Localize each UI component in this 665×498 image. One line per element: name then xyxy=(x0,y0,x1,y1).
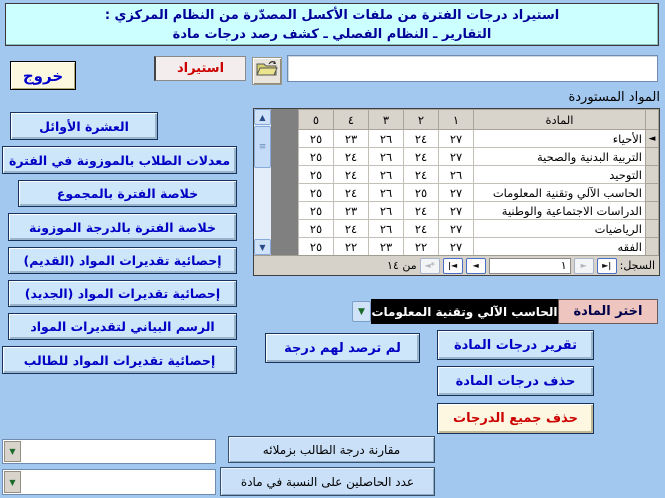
chevron-down-icon[interactable]: ▼ xyxy=(4,471,21,493)
grade-cell[interactable]: ٢٦ xyxy=(369,184,404,202)
grade-cell[interactable]: ٢٤ xyxy=(404,220,439,238)
grade-cell[interactable]: ٢٤ xyxy=(334,166,369,184)
percentage-count-button[interactable]: عدد الحاصلين على النسبة في مادة xyxy=(220,467,435,496)
table-row xyxy=(299,166,659,184)
table-row xyxy=(299,184,659,202)
table-header-row xyxy=(299,110,659,130)
grade-cell[interactable]: ٢٥ xyxy=(299,130,334,148)
grade-cell[interactable]: ٢٥ xyxy=(299,166,334,184)
subject-cell[interactable]: الرياضيات xyxy=(474,220,646,238)
table-row xyxy=(299,130,659,148)
grades-stats-old-button[interactable]: إحصائية تقديرات المواد (القديم) xyxy=(8,247,237,274)
scrollbar-track[interactable] xyxy=(254,169,271,239)
grades-chart-button[interactable]: الرسم البياني لتقديرات المواد xyxy=(8,313,237,340)
open-folder-icon xyxy=(256,60,278,82)
new-record-button[interactable]: ◄* xyxy=(420,258,440,274)
column-header-2: ٢ xyxy=(404,110,439,130)
column-header-5: ٥ xyxy=(299,110,334,130)
column-header-subject: المادة xyxy=(474,110,646,130)
grade-cell[interactable]: ٢٦ xyxy=(369,202,404,220)
current-record-field[interactable]: ١ xyxy=(489,258,571,274)
chevron-down-icon[interactable]: ▼ xyxy=(4,441,21,462)
percentage-combo-value[interactable] xyxy=(22,470,215,494)
grade-cell[interactable]: ٢٥ xyxy=(299,220,334,238)
student-combo-value[interactable] xyxy=(22,440,215,463)
grade-cell[interactable]: ٢٤ xyxy=(334,148,369,166)
grade-cell[interactable]: ٢٧ xyxy=(439,220,474,238)
grade-cell[interactable]: ٢٤ xyxy=(404,130,439,148)
table-row xyxy=(299,220,659,238)
grade-cell[interactable]: ٢٤ xyxy=(404,148,439,166)
table-row xyxy=(299,148,659,166)
subject-cell[interactable]: الفقه xyxy=(474,238,646,256)
scroll-up-icon[interactable]: ▲ xyxy=(254,109,271,125)
selector-column-header xyxy=(646,110,659,130)
grid-empty-area xyxy=(271,109,298,255)
record-navigator xyxy=(254,255,659,275)
student-combobox[interactable] xyxy=(2,439,216,464)
percentage-combobox[interactable] xyxy=(2,469,216,495)
title-line1: استيراد درجات الفترة من ملفات الأكسل المصدّرة من النظام المركزي : xyxy=(104,7,560,23)
scrollbar-thumb[interactable]: ≡ xyxy=(254,126,271,168)
subject-cell[interactable]: الحاسب الآلي وتقنية المعلومات xyxy=(474,184,646,202)
grade-cell[interactable]: ٢٦ xyxy=(369,130,404,148)
subject-grades-report-button[interactable]: تقرير درجات المادة xyxy=(437,330,594,360)
grade-cell[interactable]: ٢٧ xyxy=(439,202,474,220)
column-header-3: ٣ xyxy=(369,110,404,130)
grid-vertical-scrollbar[interactable] xyxy=(254,109,271,255)
grade-cell[interactable]: ٢٧ xyxy=(439,130,474,148)
weighted-averages-button[interactable]: معدلات الطلاب بالموزونة في الفترة xyxy=(2,146,237,174)
previous-record-button[interactable]: ► xyxy=(574,258,594,274)
last-record-button[interactable]: |◄ xyxy=(443,258,463,274)
grade-cell[interactable]: ٢٥ xyxy=(299,148,334,166)
grade-cell[interactable]: ٢٤ xyxy=(334,184,369,202)
grade-cell[interactable]: ٢٣ xyxy=(369,238,404,256)
chevron-down-icon[interactable]: ▼ xyxy=(352,301,371,322)
grade-cell[interactable]: ٢٦ xyxy=(369,166,404,184)
table-row xyxy=(299,202,659,220)
period-summary-weighted-button[interactable]: خلاصة الفترة بالدرجة الموزونة xyxy=(8,213,237,241)
grade-cell[interactable]: ٢٥ xyxy=(404,184,439,202)
subject-cell[interactable]: الأحياء xyxy=(474,130,646,148)
row-selector-icon: ◄ xyxy=(648,133,656,144)
no-grade-recorded-button[interactable]: لم ترصد لهم درجة xyxy=(265,333,420,363)
grade-cell[interactable]: ٢٢ xyxy=(334,238,369,256)
file-path-input[interactable] xyxy=(287,55,658,82)
grade-cell[interactable]: ٢٧ xyxy=(439,148,474,166)
grade-cell[interactable]: ٢٤ xyxy=(404,166,439,184)
grade-cell[interactable]: ٢٥ xyxy=(299,202,334,220)
next-record-button[interactable]: ◄ xyxy=(466,258,486,274)
exit-button[interactable]: خروج xyxy=(10,61,76,90)
grid-caption: المواد المستوردة xyxy=(568,90,660,105)
grade-cell[interactable]: ٢٤ xyxy=(404,202,439,220)
grade-cell[interactable]: ٢٢ xyxy=(404,238,439,256)
grade-cell[interactable]: ٢٤ xyxy=(334,220,369,238)
grade-cell[interactable]: ٢٥ xyxy=(299,238,334,256)
scroll-down-icon[interactable]: ▼ xyxy=(254,239,271,255)
top-ten-button[interactable]: العشرة الأوائل xyxy=(10,112,158,140)
subject-cell[interactable]: التربية البدنية والصحية xyxy=(474,148,646,166)
grades-stats-new-button[interactable]: إحصائية تقديرات المواد (الجديد) xyxy=(8,280,237,307)
grade-cell[interactable]: ٢٦ xyxy=(439,166,474,184)
column-header-4: ٤ xyxy=(334,110,369,130)
delete-subject-grades-button[interactable]: حذف درجات المادة xyxy=(437,366,594,396)
column-header-1: ١ xyxy=(439,110,474,130)
browse-button[interactable] xyxy=(252,57,282,85)
choose-subject-label: اختر المادة xyxy=(558,299,658,324)
subject-combobox[interactable]: الحاسب الآلي وتقنية المعلومات xyxy=(371,299,558,324)
import-button[interactable]: استيراد xyxy=(154,56,246,81)
imported-subjects-grid xyxy=(253,108,660,276)
grade-cell[interactable]: ٢٧ xyxy=(439,238,474,256)
record-label: السجل: xyxy=(619,259,655,272)
grade-cell[interactable]: ٢٣ xyxy=(334,130,369,148)
first-record-button[interactable]: ►| xyxy=(597,258,617,274)
subjects-table xyxy=(298,109,659,256)
compare-student-button[interactable]: مقارنة درجة الطالب بزملائه xyxy=(228,436,435,463)
grade-cell[interactable]: ٢٧ xyxy=(439,184,474,202)
grade-cell[interactable]: ٢٣ xyxy=(334,202,369,220)
subject-cell[interactable]: الدراسات الاجتماعية والوطنية xyxy=(474,202,646,220)
period-summary-total-button[interactable]: خلاصة الفترة بالمجموع xyxy=(18,180,237,207)
grade-cell[interactable]: ٢٦ xyxy=(369,220,404,238)
title-panel xyxy=(5,3,659,46)
grade-cell[interactable]: ٢٥ xyxy=(299,184,334,202)
delete-all-grades-button[interactable]: حذف جميع الدرجات xyxy=(437,403,594,434)
table-row xyxy=(299,238,659,256)
record-count-label: من ١٤ xyxy=(387,259,417,272)
title-line2: التقارير ـ النظام الفصلي ـ كشف رصد درجات مادة xyxy=(172,26,492,42)
subject-cell[interactable]: التوحيد xyxy=(474,166,646,184)
grade-cell[interactable]: ٢٦ xyxy=(369,148,404,166)
student-grades-stats-button[interactable]: إحصائية تقديرات المواد للطالب xyxy=(2,346,237,374)
